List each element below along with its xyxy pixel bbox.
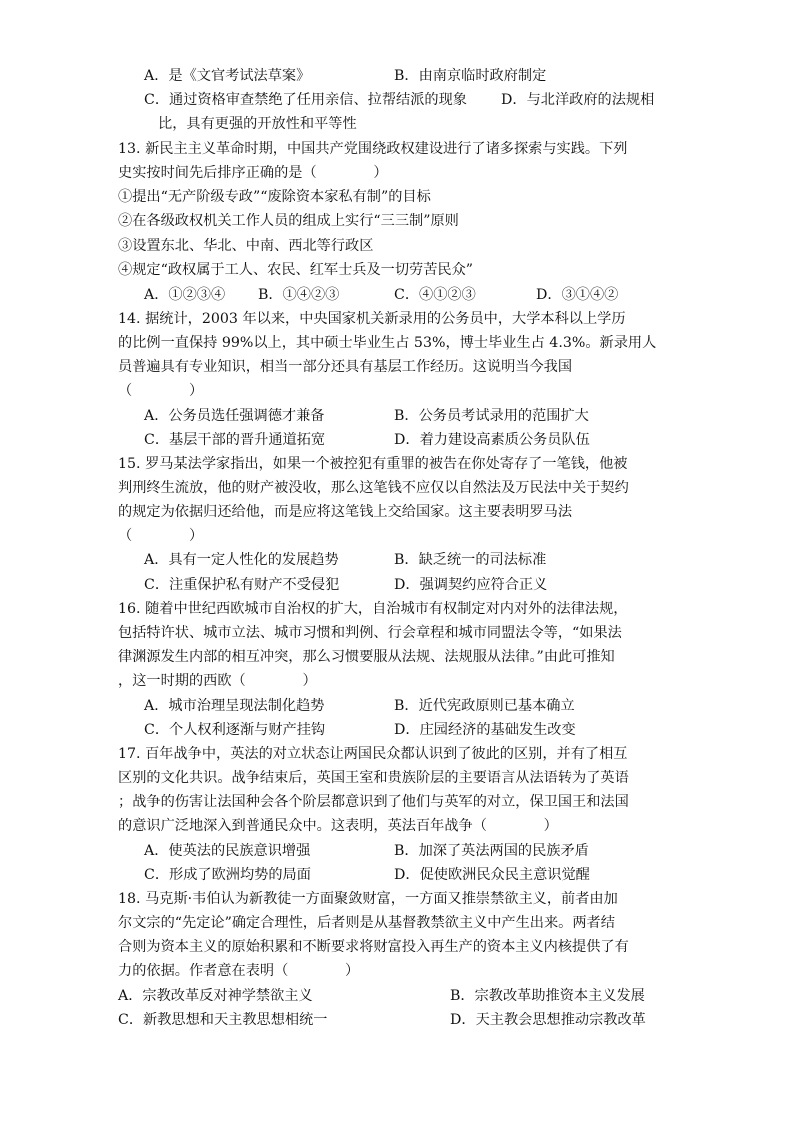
q18-stem-line-1: 18. 马克斯·韦伯认为新教徒一方面聚敛财富，一方面又推崇禁欲主义，前者由加 (118, 891, 618, 907)
q12-option-b: B．由南京临时政府制定 (394, 68, 547, 84)
q18-option-d: D．天主教会思想推动宗教改革 (450, 1012, 646, 1028)
q14-stem-line-2: 的比例一直保持 99%以上，其中硕士毕业生占 53%，博士毕业生占 4.3%。新录用人 (118, 335, 657, 351)
q13-option-c: C．④①②③ (394, 287, 476, 303)
q14-option-d: D．着力建设高素质公务员队伍 (394, 432, 590, 448)
q12-option-c: C．通过资格审查禁绝了任用亲信、拉帮结派的现象 (144, 92, 467, 108)
q17-stem-line-1: 17. 百年战争中，英法的对立状态让两国民众都认识到了彼此的区别，并有了相互 (118, 746, 628, 762)
q18-stem-line-2: 尔文宗的“先定论”确定合理性，后者则是从基督教禁欲主义中产生出来。两者结 (118, 915, 615, 931)
q17-stem-line-4: 的意识广泛地深入到普通民众中。这表明，英法百年战争（ ） (118, 818, 558, 834)
q16-stem-line-3: 律渊源发生内部的相互冲突，那么习惯要服从法规、法规服从法律。”由此可推知 (118, 649, 615, 665)
q13-item-3: ③设置东北、华北、中南、西北等行政区 (118, 238, 374, 254)
q17-option-a: A．使英法的民族意识增强 (144, 843, 311, 859)
q17-option-b: B．加深了英法两国的民族矛盾 (394, 843, 589, 859)
q14-stem-line-1: 14. 据统计，2003 年以来，中央国家机关新录用的公务员中，大学本科以上学历 (118, 311, 626, 327)
q18-option-a: A．宗教改革反对神学禁欲主义 (118, 988, 313, 1004)
q18-stem-line-3: 合则为资本主义的原始积累和不断要求将财富投入再生产的资本主义内核提供了有 (118, 939, 629, 955)
q17-option-c: C．形成了欧洲均势的局面 (144, 867, 311, 883)
q18-option-c: C．新教思想和天主教思想相统一 (118, 1012, 328, 1028)
q14-stem-line-3: 员普遍具有专业知识，相当一部分还具有基层工作经历。这说明当今我国 (118, 359, 573, 375)
q15-option-b: B．缺乏统一的司法标准 (394, 552, 547, 568)
q16-stem-line-1: 16. 随着中世纪西欧城市自治权的扩大，自治城市有权制定对内对外的法律法规， (118, 601, 628, 617)
q15-option-d: D．强调契约应符合正义 (394, 577, 548, 593)
q15-stem-line-3: 的规定为依据归还给他，而是应将这笔钱上交给国家。这主要表明罗马法 (118, 504, 573, 520)
q18-stem-line-4: 力的依据。作者意在表明（ ） (118, 963, 360, 979)
q13-stem-line-2: 史实按时间先后排序正确的是（ ） (118, 165, 388, 181)
q18-option-b: B．宗教改革助推资本主义发展 (450, 988, 645, 1004)
q12-option-d: D．与北洋政府的法规相 (501, 92, 655, 108)
q13-option-d: D．③①④② (536, 287, 619, 303)
q15-stem-line-2: 判刑终生流放，他的财产被没收，那么这笔钱不应仅以自然法及万民法中关于契约 (118, 480, 629, 496)
q13-option-a: A．①②③④ (144, 287, 226, 303)
q13-stem-line-1: 13. 新民主主义革命时期，中国共产党围绕政权建设进行了诸多探索与实践。下列 (118, 141, 628, 157)
q15-answer-blank: （ ） (118, 528, 204, 544)
q13-item-2: ②在各级政权机关工作人员的组成上实行“三三制”原则 (118, 213, 459, 229)
q17-option-d: D．促使欧洲民众民主意识觉醒 (394, 867, 590, 883)
q12-option-a: A．是《文官考试法草案》 (144, 68, 311, 84)
q15-stem-line-1: 15. 罗马某法学家指出，如果一个被控犯有重罪的被告在你处寄存了一笔钱，他被 (118, 456, 628, 472)
q15-option-c: C．注重保护私有财产不受侵犯 (144, 577, 340, 593)
q13-option-b: B．①④②③ (258, 287, 340, 303)
q14-option-a: A．公务员选任强调德才兼备 (144, 408, 325, 424)
q13-item-1: ①提出“无产阶级专政”“废除资本家私有制”的目标 (118, 189, 431, 205)
q16-stem-line-2: 包括特许状、城市立法、城市习惯和判例、行会章程和城市同盟法令等，“如果法 (118, 625, 622, 641)
q16-option-c: C．个人权利逐渐与财产挂钩 (144, 722, 326, 738)
q15-option-a: A．具有一定人性化的发展趋势 (144, 552, 339, 568)
q16-stem-line-4: ，这一时期的西欧（ ） (118, 673, 317, 689)
q17-stem-line-2: 区别的文化共识。战争结束后，英国王室和贵族阶层的主要语言从法语转为了英语 (118, 770, 629, 786)
q14-option-c: C．基层干部的晋升通道拓宽 (144, 432, 326, 448)
q12-option-d-continued: 比，具有更强的开放性和平等性 (158, 116, 357, 132)
q14-option-b: B．公务员考试录用的范围扩大 (394, 408, 589, 424)
q16-option-d: D．庄园经济的基础发生改变 (394, 722, 576, 738)
q14-answer-blank: （ ） (118, 383, 204, 399)
q13-item-4: ④规定“政权属于工人、农民、红军士兵及一切劳苦民众” (118, 262, 474, 278)
q17-stem-line-3: ；战争的伤害让法国种会各个阶层都意识到了他们与英军的对立，保卫国王和法国 (118, 794, 629, 810)
q16-option-b: B．近代宪政原则已基本确立 (394, 698, 575, 714)
q16-option-a: A．城市治理呈现法制化趋势 (144, 698, 325, 714)
